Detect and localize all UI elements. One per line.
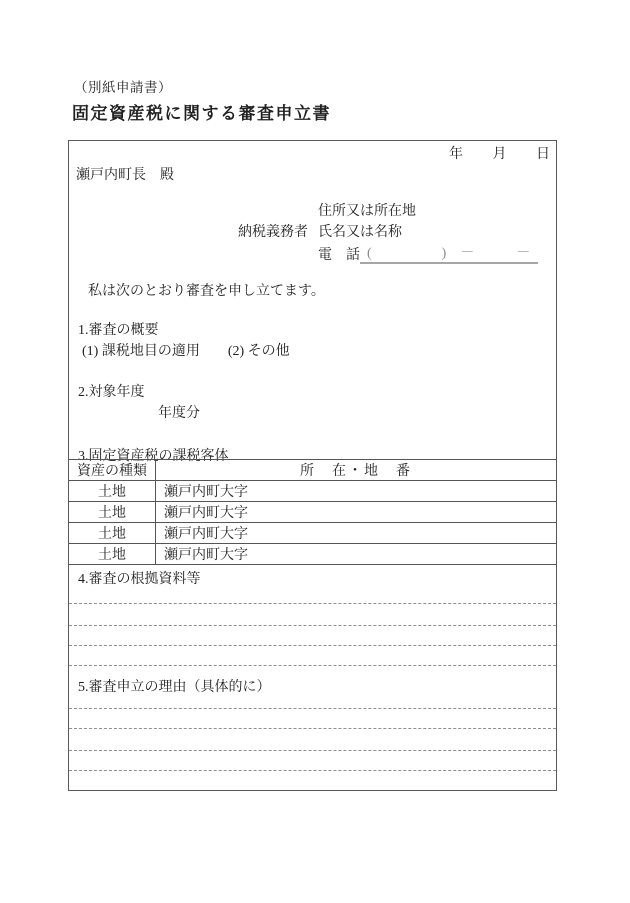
location-cell: 瀬戸内町大字 [156, 544, 557, 565]
month-label: 月 [492, 147, 507, 162]
annotation: （別紙申請書） [74, 80, 172, 95]
table-row [69, 502, 556, 523]
location-cell: 瀬戸内町大字 [156, 481, 557, 502]
section1-options: (1) 課税地目の適用 (2) その他 [82, 344, 290, 359]
asset-table [69, 459, 556, 565]
asset-table-header-row [69, 460, 556, 481]
form-box [68, 140, 557, 791]
day-label: 日 [536, 147, 550, 162]
location-parcel-header: 所 在・地 番 [156, 460, 557, 481]
declaration-text: 私は次のとおり審査を申し立てます。 [88, 284, 325, 299]
date-line [449, 143, 550, 163]
writing-line [69, 665, 556, 666]
writing-line [69, 770, 556, 771]
asset-type-cell: 土地 [69, 523, 156, 544]
writing-line [69, 645, 556, 646]
taxpayer-label: 納税義務者 [238, 225, 308, 240]
writing-line [69, 625, 556, 626]
section3-title: 3.固定資産税の課税客体 [78, 449, 229, 464]
asset-type-cell: 土地 [69, 544, 156, 565]
asset-type-cell: 土地 [69, 481, 156, 502]
table-row [69, 544, 556, 565]
section4-title: 4.審査の根拠資料等 [78, 572, 201, 587]
taxpayer-address-label: 住所又は所在地 [318, 204, 416, 219]
location-cell: 瀬戸内町大字 [156, 523, 557, 544]
asset-type-cell: 土地 [69, 502, 156, 523]
section2-fiscal-year-label: 年度分 [158, 406, 200, 421]
year-label: 年 [449, 147, 463, 162]
location-cell: 瀬戸内町大字 [156, 502, 557, 523]
section1-title: 1.審査の概要 [78, 323, 159, 338]
phone-blank-field: ( ) － － [360, 242, 538, 264]
phone-row [318, 242, 538, 264]
section2-title: 2.対象年度 [78, 385, 145, 400]
writing-line [69, 750, 556, 751]
phone-label: 電 話 [318, 248, 360, 263]
addressee: 瀬戸内町長 殿 [76, 168, 174, 183]
taxpayer-name-label: 氏名又は名称 [318, 225, 402, 240]
writing-line [69, 708, 556, 709]
table-row [69, 481, 556, 502]
writing-line [69, 603, 556, 604]
asset-type-header: 資産の種類 [69, 460, 156, 481]
writing-line [69, 728, 556, 729]
page-title: 固定資産税に関する審査申立書 [72, 104, 331, 123]
table-row [69, 523, 556, 544]
section5-title: 5.審査申立の理由（具体的に） [78, 680, 271, 695]
